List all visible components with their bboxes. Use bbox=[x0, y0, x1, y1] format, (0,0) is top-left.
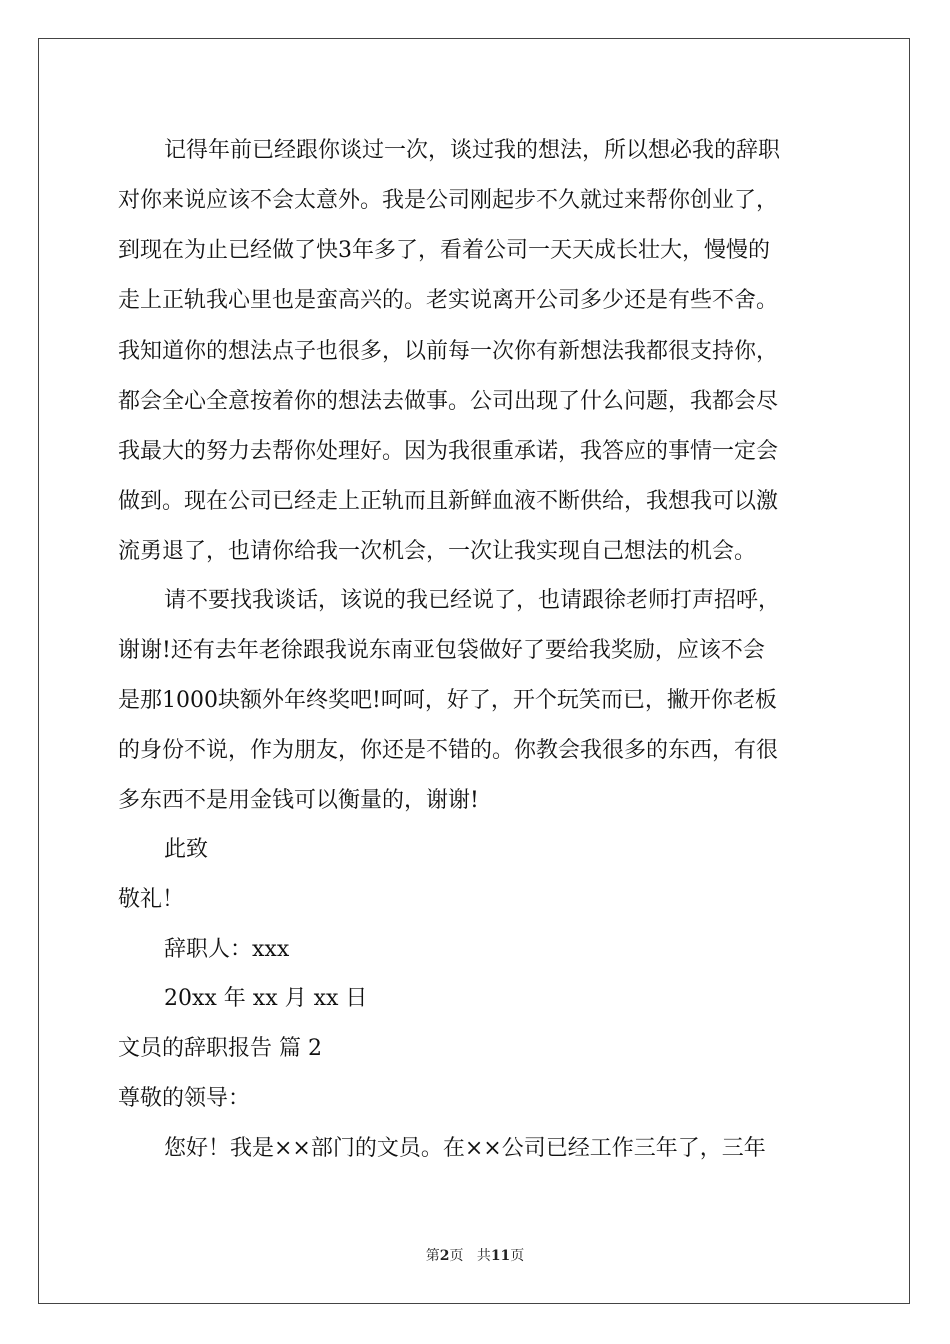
paragraph-line: 您好！我是××部门的文员。在××公司已经工作三年了，三年 bbox=[164, 1136, 766, 1161]
closing-regards: 敬礼！ bbox=[118, 887, 185, 912]
paragraph-line: 流勇退了，也请你给我一次机会，一次让我实现自己想法的机会。 bbox=[118, 539, 757, 564]
footer-prefix: 第 bbox=[425, 1248, 440, 1264]
footer-total-suffix: 页 bbox=[510, 1248, 525, 1264]
paragraph-line: 走上正轨我心里也是蛮高兴的。老实说离开公司多少还是有些不舍。 bbox=[118, 288, 779, 313]
paragraph-line: 做到。现在公司已经走上正轨而且新鲜血液不断供给，我想我可以激 bbox=[118, 489, 779, 514]
paragraph-line: 我知道你的想法点子也很多，以前每一次你有新想法我都很支持你， bbox=[118, 339, 779, 364]
signature-date: 20xx 年 xx 月 xx 日 bbox=[164, 986, 368, 1011]
paragraph-line: 是那1000块额外年终奖吧!呵呵，好了，开个玩笑而已，撇开你老板 bbox=[118, 688, 777, 713]
paragraph-line: 都会全心全意按着你的想法去做事。公司出现了什么问题，我都会尽 bbox=[118, 389, 779, 414]
footer-total-pages: 11 bbox=[490, 1248, 511, 1264]
paragraph-line: 到现在为止已经做了快3年多了，看着公司一天天成长壮大，慢慢的 bbox=[118, 238, 770, 263]
greeting: 尊敬的领导： bbox=[118, 1086, 251, 1111]
paragraph-line: 请不要找我谈话，该说的我已经说了，也请跟徐老师打声招呼， bbox=[164, 588, 781, 613]
paragraph-line: 对你来说应该不会太意外。我是公司刚起步不久就过来帮你创业了， bbox=[118, 188, 779, 213]
paragraph-line: 我最大的努力去帮你处理好。因为我很重承诺，我答应的事情一定会 bbox=[118, 439, 779, 464]
paragraph-line: 多东西不是用金钱可以衡量的，谢谢! bbox=[118, 788, 479, 813]
paragraph-line: 的身份不说，作为朋友，你还是不错的。你教会我很多的东西，有很 bbox=[118, 738, 779, 763]
section-title: 文员的辞职报告 篇 2 bbox=[118, 1036, 322, 1061]
page-footer bbox=[0, 1246, 950, 1266]
page-frame bbox=[38, 38, 910, 1304]
footer-total-prefix: 共 bbox=[476, 1248, 491, 1264]
paragraph-line: 谢谢!还有去年老徐跟我说东南亚包袋做好了要给我奖励，应该不会 bbox=[118, 638, 765, 663]
paragraph-line: 记得年前已经跟你谈过一次，谈过我的想法，所以想必我的辞职 bbox=[164, 138, 781, 163]
footer-page-number: 2 bbox=[439, 1248, 450, 1264]
footer-page-suffix: 页 bbox=[449, 1248, 464, 1264]
signature-name: 辞职人：xxx bbox=[164, 937, 290, 962]
closing-salutation: 此致 bbox=[164, 837, 209, 862]
